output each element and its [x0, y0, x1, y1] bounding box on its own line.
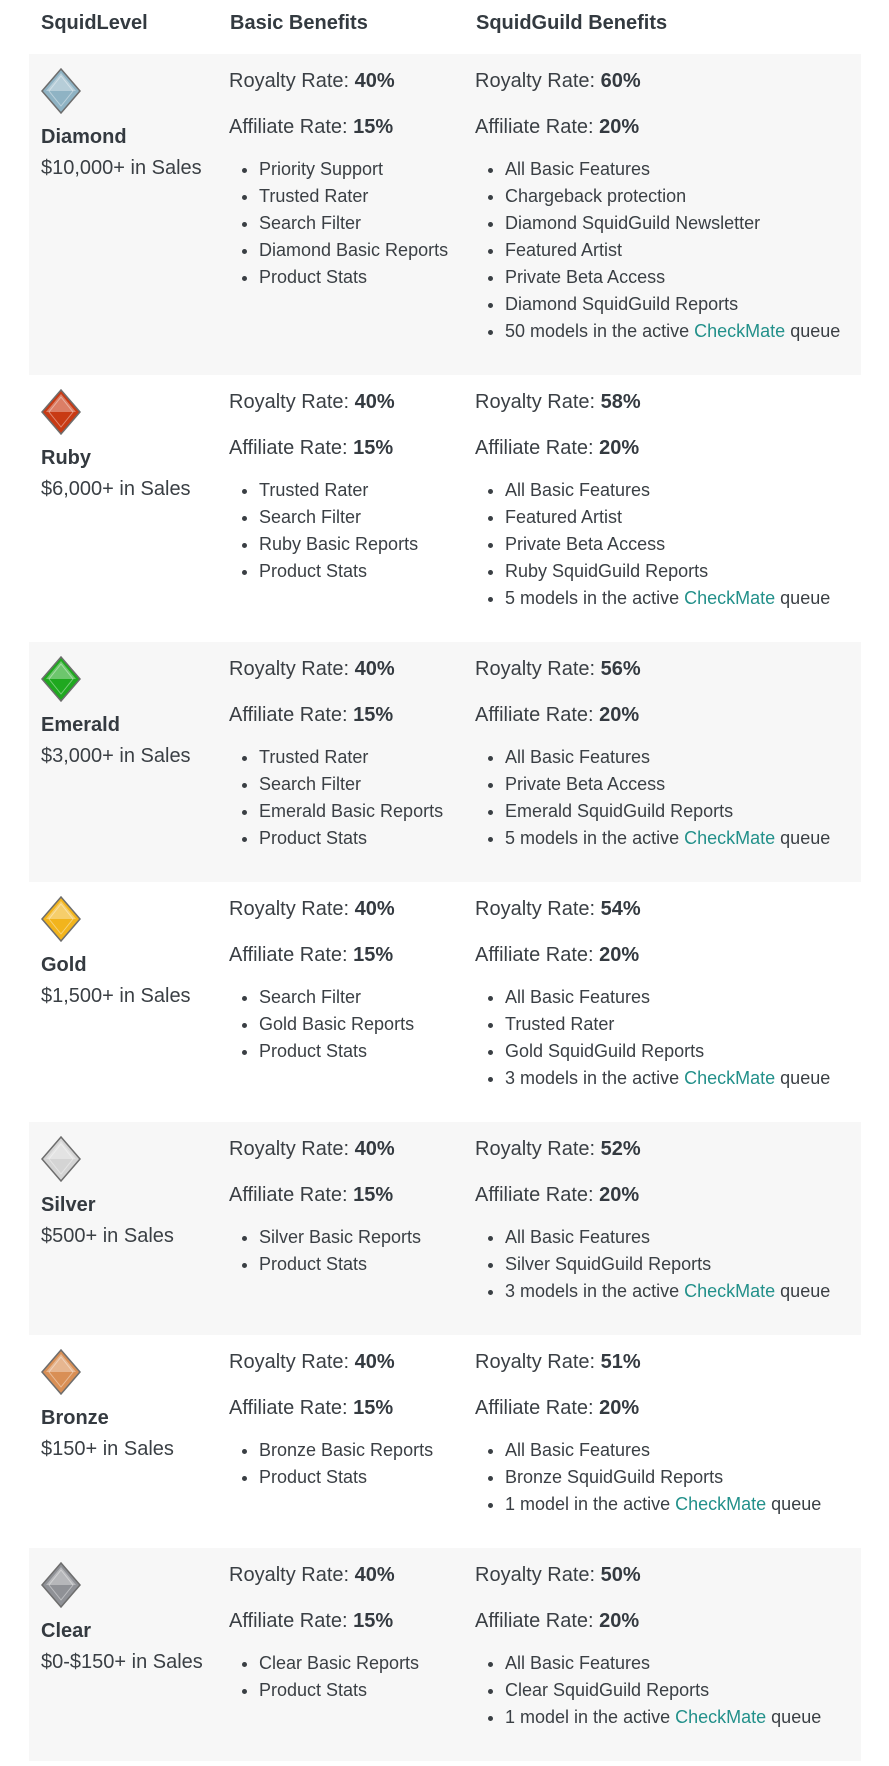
- basic-feature-list: [229, 1437, 469, 1491]
- royalty-rate: [229, 898, 469, 922]
- affiliate-rate-value: 20%: [599, 116, 640, 138]
- level-cell: [41, 375, 221, 501]
- royalty-rate-value: 54%: [600, 898, 641, 920]
- guild-feature-list: [475, 156, 855, 345]
- affiliate-rate-value: 15%: [353, 704, 394, 726]
- feature-item: • Ruby SquidGuild Reports: [505, 558, 855, 585]
- affiliate-rate-value: 15%: [353, 1610, 394, 1632]
- royalty-rate-label: Royalty Rate:: [229, 1351, 350, 1373]
- level-cell: [41, 54, 221, 180]
- affiliate-rate: [229, 1610, 469, 1634]
- basic-feature-list: [229, 1224, 469, 1278]
- feature-item: • Chargeback protection: [505, 183, 855, 210]
- royalty-rate-value: 50%: [600, 1564, 641, 1586]
- affiliate-rate-value: 20%: [599, 1610, 640, 1632]
- affiliate-rate: [475, 1397, 855, 1421]
- level-sales: $150+ in Sales: [41, 1438, 174, 1460]
- level-cell: [41, 1548, 221, 1674]
- level-cell: [41, 882, 221, 1008]
- feature-item: • Emerald SquidGuild Reports: [505, 798, 855, 825]
- royalty-rate-value: 40%: [354, 658, 395, 680]
- royalty-rate: [475, 658, 855, 682]
- royalty-rate-label: Royalty Rate:: [229, 391, 350, 413]
- feature-item: • Silver Basic Reports: [259, 1224, 469, 1251]
- affiliate-rate: [475, 1184, 855, 1208]
- feature-item: • Diamond SquidGuild Newsletter: [505, 210, 855, 237]
- guild-benefits-cell: [475, 882, 855, 1092]
- feature-item: • Gold SquidGuild Reports: [505, 1038, 855, 1065]
- feature-item: • Search Filter: [259, 984, 469, 1011]
- queue-prefix: 5 models in the active: [505, 588, 680, 608]
- affiliate-rate-label: Affiliate Rate:: [475, 1610, 594, 1632]
- royalty-rate-label: Royalty Rate:: [229, 898, 350, 920]
- guild-benefits-cell: [475, 54, 855, 345]
- queue-prefix: 5 models in the active: [505, 828, 680, 848]
- feature-item: • All Basic Features: [505, 744, 855, 771]
- guild-feature-list: [475, 477, 855, 612]
- level-sales: $3,000+ in Sales: [41, 745, 191, 767]
- ruby-gem-icon: [41, 389, 81, 435]
- feature-item: • Search Filter: [259, 504, 469, 531]
- affiliate-rate: [475, 116, 855, 140]
- basic-feature-list: [229, 156, 469, 291]
- level-sales: $1,500+ in Sales: [41, 985, 191, 1007]
- affiliate-rate-label: Affiliate Rate:: [229, 1184, 348, 1206]
- feature-item: • All Basic Features: [505, 984, 855, 1011]
- feature-item: • All Basic Features: [505, 1437, 855, 1464]
- affiliate-rate-value: 15%: [353, 1397, 394, 1419]
- level-name: Ruby: [41, 447, 91, 469]
- royalty-rate-value: 40%: [354, 1564, 395, 1586]
- royalty-rate: [229, 658, 469, 682]
- affiliate-rate-value: 20%: [599, 1397, 640, 1419]
- affiliate-rate-label: Affiliate Rate:: [229, 116, 348, 138]
- affiliate-rate-value: 20%: [599, 437, 640, 459]
- queue-prefix: 1 model in the active: [505, 1494, 671, 1514]
- table-row: [29, 1548, 861, 1761]
- checkmate-queue-item: [505, 318, 855, 345]
- feature-item: • Ruby Basic Reports: [259, 531, 469, 558]
- affiliate-rate-value: 20%: [599, 944, 640, 966]
- silver-gem-icon: [41, 1136, 81, 1182]
- feature-item: • Trusted Rater: [259, 183, 469, 210]
- royalty-rate-label: Royalty Rate:: [229, 1138, 350, 1160]
- basic-benefits-cell: [229, 1335, 469, 1491]
- royalty-rate-value: 60%: [600, 70, 641, 92]
- queue-prefix: 3 models in the active: [505, 1281, 680, 1301]
- level-name: Clear: [41, 1620, 92, 1642]
- basic-benefits-cell: [229, 1122, 469, 1278]
- level-cell: [41, 642, 221, 768]
- guild-benefits-cell: [475, 1548, 855, 1731]
- feature-item: • Emerald Basic Reports: [259, 798, 469, 825]
- royalty-rate-value: 56%: [600, 658, 641, 680]
- feature-item: • Featured Artist: [505, 237, 855, 264]
- feature-item: • Bronze SquidGuild Reports: [505, 1464, 855, 1491]
- level-name: Bronze: [41, 1407, 109, 1429]
- affiliate-rate-value: 15%: [353, 116, 394, 138]
- queue-suffix: queue: [780, 828, 831, 848]
- queue-prefix: 50 models in the active: [505, 321, 690, 341]
- royalty-rate-value: 51%: [600, 1351, 641, 1373]
- guild-benefits-cell: [475, 375, 855, 612]
- queue-prefix: 1 model in the active: [505, 1707, 671, 1727]
- affiliate-rate-label: Affiliate Rate:: [229, 944, 348, 966]
- feature-item: • Diamond SquidGuild Reports: [505, 291, 855, 318]
- basic-feature-list: [229, 477, 469, 585]
- diamond-gem-icon: [41, 68, 81, 114]
- queue-suffix: queue: [771, 1707, 822, 1727]
- affiliate-rate-label: Affiliate Rate:: [229, 1610, 348, 1632]
- level-name: Diamond: [41, 126, 127, 148]
- feature-item: • Product Stats: [259, 1251, 469, 1278]
- feature-item: • Product Stats: [259, 825, 469, 852]
- feature-item: • Private Beta Access: [505, 531, 855, 558]
- table-row: [29, 1335, 861, 1548]
- level-sales: $10,000+ in Sales: [41, 157, 202, 179]
- feature-item: • Diamond Basic Reports: [259, 237, 469, 264]
- level-name: Gold: [41, 954, 87, 976]
- basic-benefits-cell: [229, 54, 469, 291]
- affiliate-rate: [475, 437, 855, 461]
- feature-item: • Clear Basic Reports: [259, 1650, 469, 1677]
- basic-benefits-cell: [229, 375, 469, 585]
- table-header: [41, 12, 861, 42]
- checkmate-queue-item: [505, 1065, 855, 1092]
- table-row: [29, 642, 861, 882]
- feature-item: • Clear SquidGuild Reports: [505, 1677, 855, 1704]
- affiliate-rate-value: 15%: [353, 1184, 394, 1206]
- guild-benefits-cell: [475, 1335, 855, 1518]
- affiliate-rate-label: Affiliate Rate:: [475, 704, 594, 726]
- royalty-rate-value: 40%: [354, 1138, 395, 1160]
- checkmate-queue-item: [505, 825, 855, 852]
- checkmate-link[interactable]: CheckMate: [684, 1281, 776, 1301]
- affiliate-rate: [229, 116, 469, 140]
- royalty-rate-label: Royalty Rate:: [475, 1564, 596, 1586]
- royalty-rate: [229, 70, 469, 94]
- checkmate-link[interactable]: CheckMate: [684, 828, 776, 848]
- affiliate-rate-label: Affiliate Rate:: [475, 944, 594, 966]
- royalty-rate-label: Royalty Rate:: [475, 391, 596, 413]
- feature-item: • Silver SquidGuild Reports: [505, 1251, 855, 1278]
- feature-item: • Product Stats: [259, 264, 469, 291]
- table-row: [29, 375, 861, 642]
- level-sales: $6,000+ in Sales: [41, 478, 191, 500]
- guild-feature-list: [475, 984, 855, 1092]
- royalty-rate-value: 40%: [354, 1351, 395, 1373]
- affiliate-rate-label: Affiliate Rate:: [229, 704, 348, 726]
- level-sales: $500+ in Sales: [41, 1225, 174, 1247]
- header-basic-benefits: Basic Benefits: [230, 12, 368, 34]
- affiliate-rate-label: Affiliate Rate:: [475, 437, 594, 459]
- guild-benefits-cell: [475, 1122, 855, 1305]
- royalty-rate-value: 40%: [354, 391, 395, 413]
- basic-feature-list: [229, 984, 469, 1065]
- affiliate-rate: [229, 1184, 469, 1208]
- feature-item: • Private Beta Access: [505, 264, 855, 291]
- table-row: [29, 54, 861, 375]
- level-sales: $0-$150+ in Sales: [41, 1651, 203, 1673]
- royalty-rate: [229, 391, 469, 415]
- royalty-rate-label: Royalty Rate:: [475, 898, 596, 920]
- basic-benefits-cell: [229, 1548, 469, 1704]
- royalty-rate: [229, 1138, 469, 1162]
- checkmate-queue-item: [505, 1491, 855, 1518]
- royalty-rate-label: Royalty Rate:: [229, 1564, 350, 1586]
- feature-item: • Featured Artist: [505, 504, 855, 531]
- queue-suffix: queue: [780, 1068, 831, 1088]
- royalty-rate: [229, 1351, 469, 1375]
- checkmate-link[interactable]: CheckMate: [675, 1707, 767, 1727]
- table-row: [29, 882, 861, 1122]
- royalty-rate-label: Royalty Rate:: [229, 70, 350, 92]
- guild-benefits-cell: [475, 642, 855, 852]
- royalty-rate: [475, 1564, 855, 1588]
- checkmate-link[interactable]: CheckMate: [684, 1068, 776, 1088]
- affiliate-rate-label: Affiliate Rate:: [475, 1184, 594, 1206]
- checkmate-queue-item: [505, 585, 855, 612]
- checkmate-link[interactable]: CheckMate: [675, 1494, 767, 1514]
- affiliate-rate: [229, 704, 469, 728]
- guild-feature-list: [475, 1650, 855, 1731]
- table-row: [29, 1122, 861, 1335]
- checkmate-link[interactable]: CheckMate: [684, 588, 776, 608]
- affiliate-rate-value: 20%: [599, 1184, 640, 1206]
- clear-gem-icon: [41, 1562, 81, 1608]
- royalty-rate: [475, 1351, 855, 1375]
- royalty-rate-label: Royalty Rate:: [229, 658, 350, 680]
- feature-item: • All Basic Features: [505, 1224, 855, 1251]
- guild-feature-list: [475, 1224, 855, 1305]
- level-name: Silver: [41, 1194, 96, 1216]
- feature-item: • Trusted Rater: [259, 744, 469, 771]
- level-name: Emerald: [41, 714, 120, 736]
- royalty-rate-label: Royalty Rate:: [475, 658, 596, 680]
- feature-item: • Priority Support: [259, 156, 469, 183]
- feature-item: • Product Stats: [259, 1038, 469, 1065]
- feature-item: • Gold Basic Reports: [259, 1011, 469, 1038]
- royalty-rate-value: 58%: [600, 391, 641, 413]
- royalty-rate: [475, 898, 855, 922]
- queue-suffix: queue: [771, 1494, 822, 1514]
- royalty-rate: [475, 70, 855, 94]
- feature-item: • All Basic Features: [505, 1650, 855, 1677]
- royalty-rate-value: 40%: [354, 70, 395, 92]
- gold-gem-icon: [41, 896, 81, 942]
- affiliate-rate: [475, 944, 855, 968]
- royalty-rate-value: 40%: [354, 898, 395, 920]
- affiliate-rate-value: 15%: [353, 437, 394, 459]
- header-squidguild-benefits: SquidGuild Benefits: [476, 12, 668, 34]
- affiliate-rate: [475, 704, 855, 728]
- affiliate-rate-label: Affiliate Rate:: [229, 437, 348, 459]
- emerald-gem-icon: [41, 656, 81, 702]
- feature-item: • Bronze Basic Reports: [259, 1437, 469, 1464]
- guild-feature-list: [475, 744, 855, 852]
- guild-feature-list: [475, 1437, 855, 1518]
- affiliate-rate-value: 20%: [599, 704, 640, 726]
- feature-item: • Product Stats: [259, 1464, 469, 1491]
- affiliate-rate-value: 15%: [353, 944, 394, 966]
- basic-benefits-cell: [229, 882, 469, 1065]
- checkmate-queue-item: [505, 1278, 855, 1305]
- affiliate-rate: [229, 437, 469, 461]
- royalty-rate-label: Royalty Rate:: [475, 70, 596, 92]
- bronze-gem-icon: [41, 1349, 81, 1395]
- royalty-rate-value: 52%: [600, 1138, 641, 1160]
- feature-item: • Search Filter: [259, 771, 469, 798]
- queue-suffix: queue: [780, 1281, 831, 1301]
- royalty-rate: [475, 1138, 855, 1162]
- royalty-rate-label: Royalty Rate:: [475, 1138, 596, 1160]
- basic-benefits-cell: [229, 642, 469, 852]
- checkmate-queue-item: [505, 1704, 855, 1731]
- royalty-rate: [229, 1564, 469, 1588]
- header-squidlevel: SquidLevel: [41, 12, 148, 34]
- royalty-rate-label: Royalty Rate:: [475, 1351, 596, 1373]
- affiliate-rate: [229, 944, 469, 968]
- affiliate-rate: [475, 1610, 855, 1634]
- basic-feature-list: [229, 744, 469, 852]
- affiliate-rate-label: Affiliate Rate:: [475, 1397, 594, 1419]
- checkmate-link[interactable]: CheckMate: [694, 321, 786, 341]
- affiliate-rate: [229, 1397, 469, 1421]
- queue-suffix: queue: [780, 588, 831, 608]
- basic-feature-list: [229, 1650, 469, 1704]
- affiliate-rate-label: Affiliate Rate:: [475, 116, 594, 138]
- feature-item: • Trusted Rater: [259, 477, 469, 504]
- feature-item: • Product Stats: [259, 1677, 469, 1704]
- feature-item: • All Basic Features: [505, 477, 855, 504]
- level-cell: [41, 1122, 221, 1248]
- feature-item: • All Basic Features: [505, 156, 855, 183]
- feature-item: • Product Stats: [259, 558, 469, 585]
- queue-suffix: queue: [790, 321, 841, 341]
- royalty-rate: [475, 391, 855, 415]
- feature-item: • Private Beta Access: [505, 771, 855, 798]
- feature-item: • Trusted Rater: [505, 1011, 855, 1038]
- level-cell: [41, 1335, 221, 1461]
- queue-prefix: 3 models in the active: [505, 1068, 680, 1088]
- feature-item: • Search Filter: [259, 210, 469, 237]
- affiliate-rate-label: Affiliate Rate:: [229, 1397, 348, 1419]
